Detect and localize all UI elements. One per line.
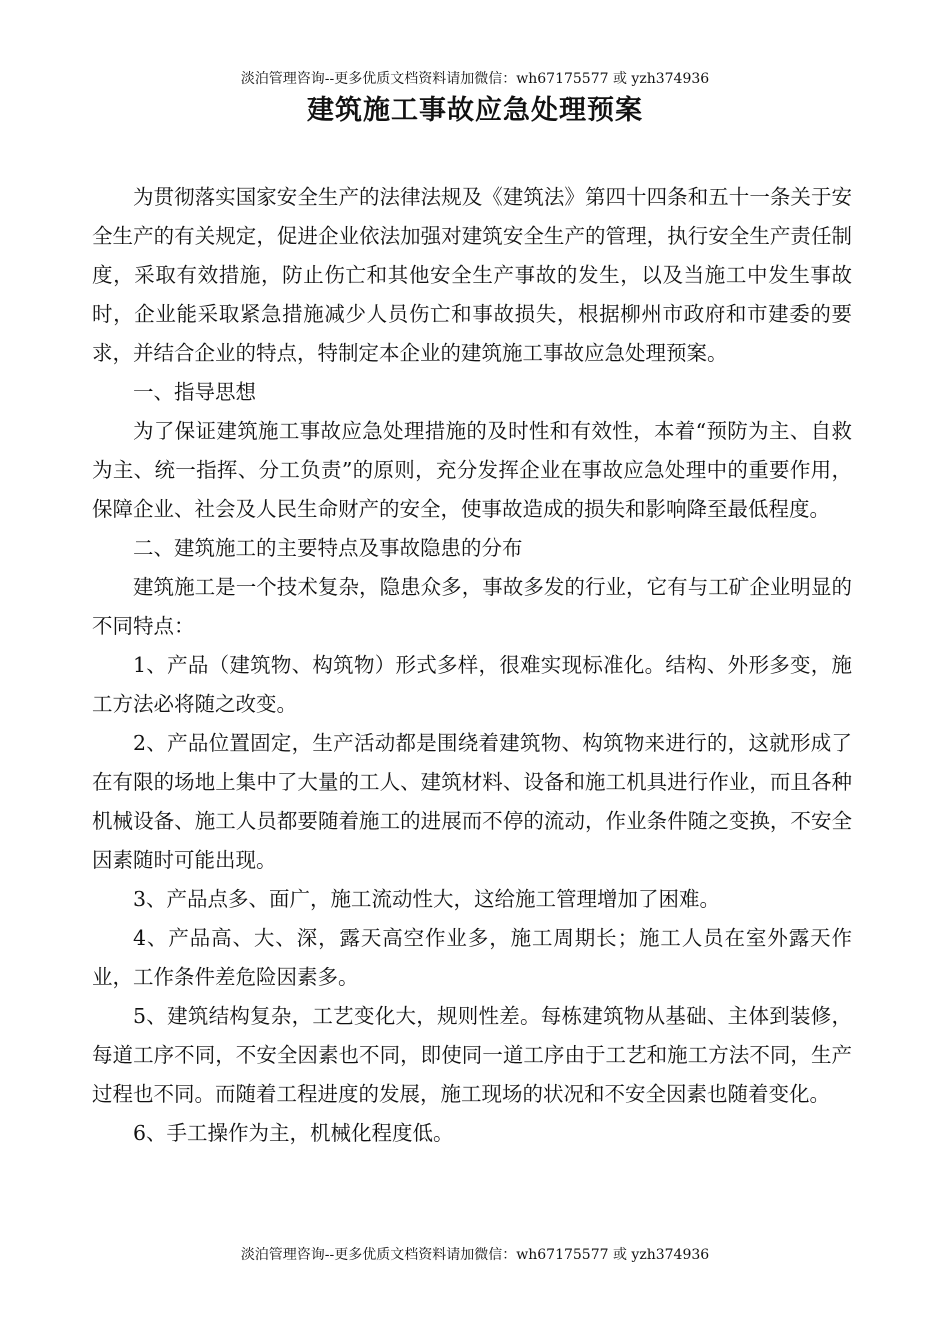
document-body	[92, 178, 852, 1153]
feature-item-1: 1、产品（建筑物、构筑物）形式多样，很难实现标准化。结构、外形多变，施工方法必将随之改变。	[92, 653, 852, 716]
feature-item-2: 2、产品位置固定，生产活动都是围绕着建筑物、构筑物来进行的，这就形成了在有限的场地上集中了大量的工人、建筑材料、设备和施工机具进行作业，而且各种机械设备、施工人员都要随着施工的进展而不停的流动，作业条件随之变换，不安全因素随时可能出现。	[92, 731, 852, 872]
section-heading-features: 二、建筑施工的主要特点及事故隐患的分布	[133, 536, 523, 560]
feature-item-3: 3、产品点多、面广，施工流动性大，这给施工管理增加了困难。	[133, 887, 721, 911]
footer-watermark-note: 淡泊管理咨询--更多优质文档资料请加微信：wh67175577 或 yzh374936	[240, 1247, 710, 1263]
feature-item-4: 4、产品高、大、深，露天高空作业多，施工周期长；施工人员在室外露天作业，工作条件差危险因素多。	[92, 926, 852, 989]
guiding-thought-paragraph: 为了保证建筑施工事故应急处理措施的及时性和有效性，本着“预防为主、自救为主、统一指挥、分工负责”的原则，充分发挥企业在事故应急处理中的重要作用，保障企业、社会及人民生命财产的安全，使事故造成的损失和影响降至最低程度。	[92, 419, 852, 521]
feature-item-5: 5、建筑结构复杂，工艺变化大，规则性差。每栋建筑物从基础、主体到装修，每道工序不同，不安全因素也不同，即使同一道工序由于工艺和施工方法不同，生产过程也不同。而随着工程进度的发展，施工现场的状况和不安全因素也随着变化。	[92, 1004, 852, 1106]
features-intro-paragraph: 建筑施工是一个技术复杂，隐患众多，事故多发的行业，它有与工矿企业明显的不同特点：	[92, 575, 852, 638]
feature-item-6: 6、手工操作为主，机械化程度低。	[133, 1121, 454, 1145]
header-watermark-note: 淡泊管理咨询--更多优质文档资料请加微信：wh67175577 或 yzh374936	[240, 71, 710, 87]
intro-paragraph: 为贯彻落实国家安全生产的法律法规及《建筑法》第四十四条和五十一条关于安全生产的有关规定，促进企业依法加强对建筑安全生产的管理，执行安全生产责任制度，采取有效措施，防止伤亡和其他安全生产事故的发生，以及当施工中发生事故时，企业能采取紧急措施减少人员伤亡和事故损失，根据柳州市政府和市建委的要求，并结合企业的特点，特制定本企业的建筑施工事故应急处理预案。	[92, 185, 852, 365]
section-heading-guiding-thought: 一、指导思想	[133, 380, 256, 404]
document-title: 建筑施工事故应急处理预案	[307, 95, 643, 126]
